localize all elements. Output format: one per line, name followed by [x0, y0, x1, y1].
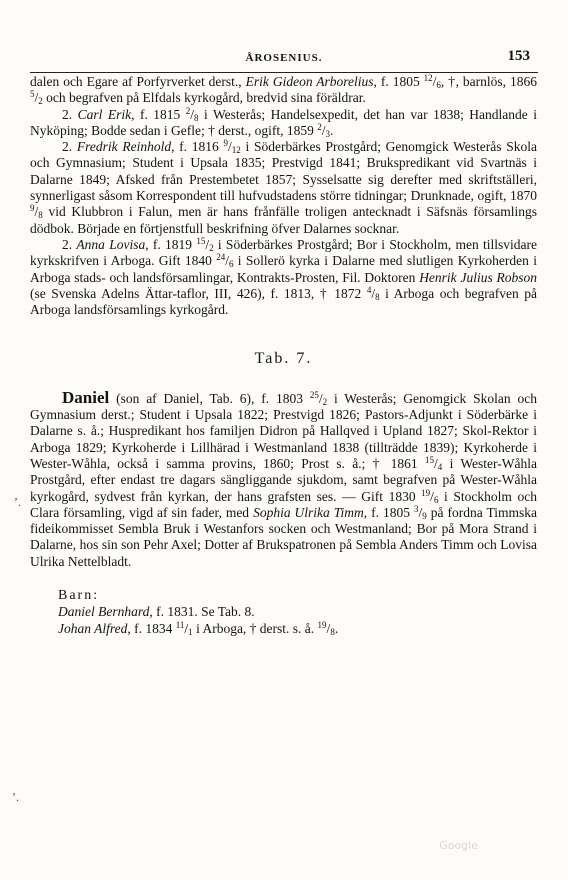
- margin-mark: ʼ.: [12, 790, 19, 804]
- header-rule: [30, 72, 538, 73]
- paragraph-carl-erik: 2. Carl Erik, f. 1815 $^2/_8$ i Westerås; Handelsexpedit, det han var 1838; Handlande i Nyköping; Bodde sedan i Gefle; † derst., ogift, 1859 $^2/_3$.: [30, 105, 537, 139]
- paragraph-1: dalen och Egare af Porfyrverket derst., Erik Gideon Arborelius, f. 1805 $^{12}/_6$, †, barnlös, 1866 $^5/_2$ och begrafven på Elfdals kyrkogård, bredvid sina föräldrar.: [30, 73, 537, 107]
- paragraph-fredrik-reinhold: 2. Fredrik Reinhold, f. 1816 $^9/_{12}$ i Söderbärkes Prostgård; Genomgick Westerås Skola och Gymnasium; Student i Upsala 1835; Prestvigd 1841; Brukspredikant vid Svartnäs i Dalarne 1849; Afsked från Prestembetet 1857; Sysselsatte sig derefter med skriftställeri, synnerligast såsom Korrespondent till hufvudstadens större tidningar; Drunknade, ogift, 1870 $^9/_8$ vid Klubbron i Falun, men är hans frånfälle troligen antecknadt i Säfsnäs församlings dödbok. Började en förtjenstfull beskrifning öfver Dalarnes socknar.: [30, 138, 538, 236]
- children-heading: Barn:: [58, 588, 100, 604]
- page-number: 153: [507, 48, 530, 64]
- running-title: ÅROSENIUS.: [245, 52, 323, 64]
- section-title: Tab. 7.: [254, 350, 313, 368]
- paragraph-anna-lovisa: 2. Anna Lovisa, f. 1819 $^{15}/_2$ i Söderbärkes Prostgård; Bor i Stockholm, men tillsvidare kyrkskrifven i Arboga. Gift 1840 $^{24}/_6$ i Sollerö kyrka i Dalarne med slutligen Kyrkoherden i Arboga stads- och landsförsamlingar, Kontrakts-Prosten, Fil. Doktoren Henrik Julius Robson (se Svenska Adelns Ättar-taflor, III, 426), f. 1813, † 1872 $^4/_8$ i Arboga och begrafven på Arboga landsförsamlings kyrkogård.: [30, 235, 538, 318]
- paragraph-daniel: Daniel (son af Daniel, Tab. 6), f. 1803 $^{25}/_2$ i Westerås; Genomgick Skolan och Gymnasium derst.; Student i Upsala 1822; Prestvigd 1826; Pastors-Adjunkt i Söderbärke i Dalarne s. å.; Huspredikant hos familjen Didron på Hallqved i Upland 1827; Skol-Rektor i Arboga 1829; Kyrkoherde i Lillhärad i Westmanland 1838 (tillträdde 1839); Kyrkoherde i Wester-Wåhla, också i samma provins, 1860; Prost s. å.; † 1861 $^{15}/_4$ i Wester-Wåhla Prostgård, efter endast tre dagars sängliggande sjukdom, samt begrafven på Wester-Wåhla kyrkogård, sydvest från kyrkan, der hans grafsten ses. — Gift 1830 $^{19}/_6$ i Stockholm och Clara församling, vigd af sin fader, med Sophia Ulrika Timm, f. 1805 $^3/_9$ på fordna Timmska fideikommisset Sembla Bruk i Westanfors socken och Westmanland; Bor på Mora Strand i Dalarne, hos sin son Pehr Axel; Dotter af Brukspatronen på Sembla Anders Timm och Lovisa Ulrika Nettelbladt.: [30, 387, 537, 569]
- child-johan-alfred: Johan Alfred, f. 1834 $^{11}/_1$ i Arboga, † derst. s. å. $^{19}/_8$.: [58, 619, 339, 637]
- watermark: Google: [439, 839, 478, 852]
- page-header: [30, 48, 538, 68]
- margin-mark: ʼ.: [14, 495, 21, 509]
- child-daniel-bernhard: Daniel Bernhard, f. 1831. Se Tab. 8.: [58, 604, 255, 620]
- page-body: [30, 74, 537, 637]
